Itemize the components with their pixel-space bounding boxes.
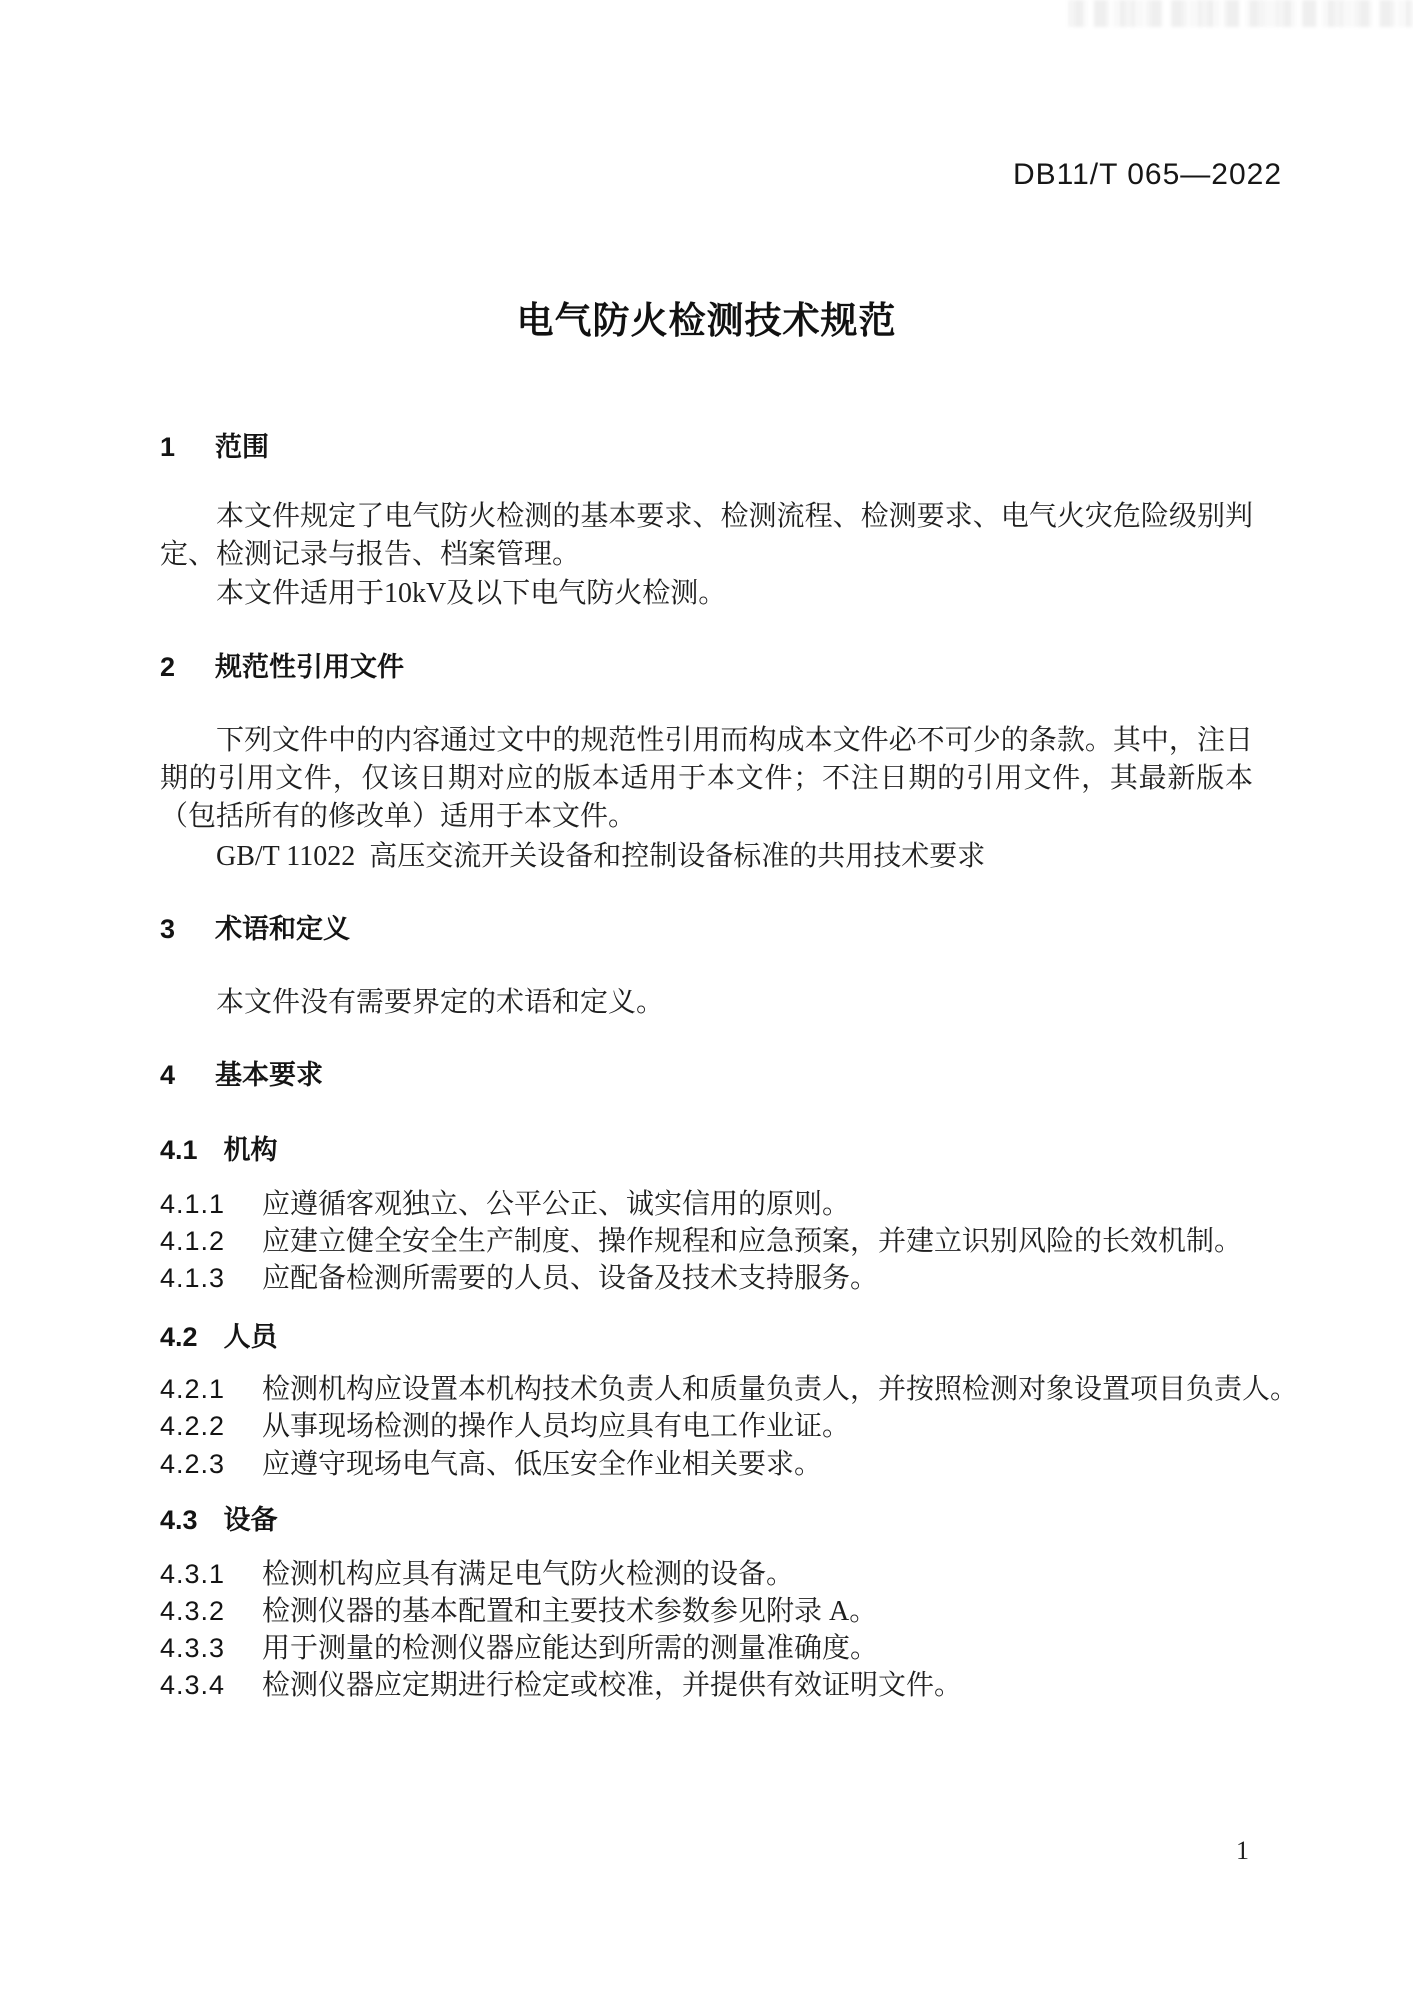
section-number: 4.2 [160, 1322, 198, 1352]
clause-number: 4.3.3 [160, 1633, 226, 1663]
page-number: 1 [1236, 1836, 1249, 1865]
clause-number: 4.2.3 [160, 1449, 226, 1479]
clause-4-1-2 [160, 1224, 1255, 1259]
clause-text: 应遵守现场电气高、低压安全作业相关要求。 [262, 1449, 823, 1480]
section-label: 范围 [215, 432, 270, 462]
section-label: 术语和定义 [215, 914, 351, 944]
document-title: 电气防火检测技术规范 [516, 300, 897, 341]
clause-text: 应遵循客观独立、公平公正、诚实信用的原则。 [262, 1189, 851, 1220]
clause-text: 应建立健全安全生产制度、操作规程和应急预案，并建立识别风险的长效机制。 [262, 1226, 1243, 1257]
scope-paragraph-2: 本文件适用于10kV及以下电气防火检测。 [216, 578, 727, 609]
standard-code: DB11/T 065—2022 [1012, 158, 1282, 191]
clause-4-2-1 [160, 1372, 1299, 1407]
clause-text: 应配备检测所需要的人员、设备及技术支持服务。 [262, 1263, 879, 1294]
clause-number: 4.2.1 [160, 1374, 226, 1404]
clause-4-2-2 [160, 1409, 1255, 1444]
clause-4-3-3 [160, 1631, 1255, 1666]
section-label: 设备 [223, 1505, 278, 1535]
section-label: 基本要求 [215, 1060, 324, 1090]
clause-number: 4.3.4 [160, 1670, 226, 1700]
section-label: 规范性引用文件 [215, 652, 405, 682]
section-number: 4.3 [160, 1505, 198, 1535]
clause-number: 4.3.1 [160, 1559, 226, 1589]
section-4-2-heading [160, 1320, 1253, 1354]
section-number: 1 [160, 432, 176, 462]
section-4-1-heading [160, 1133, 1253, 1167]
section-number: 2 [160, 652, 176, 682]
section-number: 3 [160, 914, 176, 944]
clause-text: 从事现场检测的操作人员均应具有电工作业证。 [262, 1411, 851, 1442]
clause-text: 用于测量的检测仪器应能达到所需的测量准确度。 [262, 1633, 879, 1664]
section-number: 4.1 [160, 1135, 198, 1165]
clause-4-3-2 [160, 1594, 1255, 1629]
section-1-heading [160, 430, 1253, 464]
section-label: 人员 [223, 1322, 278, 1352]
clause-4-2-3 [160, 1447, 1255, 1482]
clause-4-3-4 [160, 1668, 1255, 1703]
clause-number: 4.1.1 [160, 1189, 226, 1219]
clause-text: 检测机构应具有满足电气防火检测的设备。 [262, 1559, 795, 1590]
section-4-3-heading [160, 1503, 1253, 1537]
scope-paragraph-1: 本文件规定了电气防火检测的基本要求、检测流程、检测要求、电气火灾危险级别判定、检测记录与报告、档案管理。 [160, 501, 1253, 570]
normative-references-paragraph: 下列文件中的内容通过文中的规范性引用而构成本文件必不可少的条款。其中，注日期的引用文件，仅该日期对应的版本适用于本文件；不注日期的引用文件，其最新版本（包括所有的修改单）适用于本文件。 [160, 725, 1253, 832]
clause-number: 4.1.3 [160, 1263, 226, 1293]
clause-4-3-1 [160, 1557, 1255, 1592]
clause-number: 4.1.2 [160, 1226, 226, 1256]
scan-noise-watermark [1068, 0, 1413, 27]
clause-number: 4.3.2 [160, 1596, 226, 1626]
section-label: 机构 [223, 1135, 278, 1165]
clause-text: 检测仪器应定期进行检定或校准，并提供有效证明文件。 [262, 1670, 963, 1701]
clause-number: 4.2.2 [160, 1411, 226, 1441]
section-number: 4 [160, 1060, 176, 1090]
section-3-heading [160, 912, 1253, 946]
clause-4-1-1 [160, 1187, 1255, 1222]
normative-reference-entry: GB/T 11022 高压交流开关设备和控制设备标准的共用技术要求 [216, 841, 986, 872]
clause-text: 检测机构应设置本机构技术负责人和质量负责人，并按照检测对象设置项目负责人。 [262, 1374, 1299, 1405]
clause-4-1-3 [160, 1261, 1255, 1296]
section-4-heading [160, 1058, 1253, 1092]
clause-text: 检测仪器的基本配置和主要技术参数参见附录 A。 [262, 1596, 878, 1627]
section-2-heading [160, 650, 1253, 684]
terms-paragraph: 本文件没有需要界定的术语和定义。 [216, 987, 665, 1018]
